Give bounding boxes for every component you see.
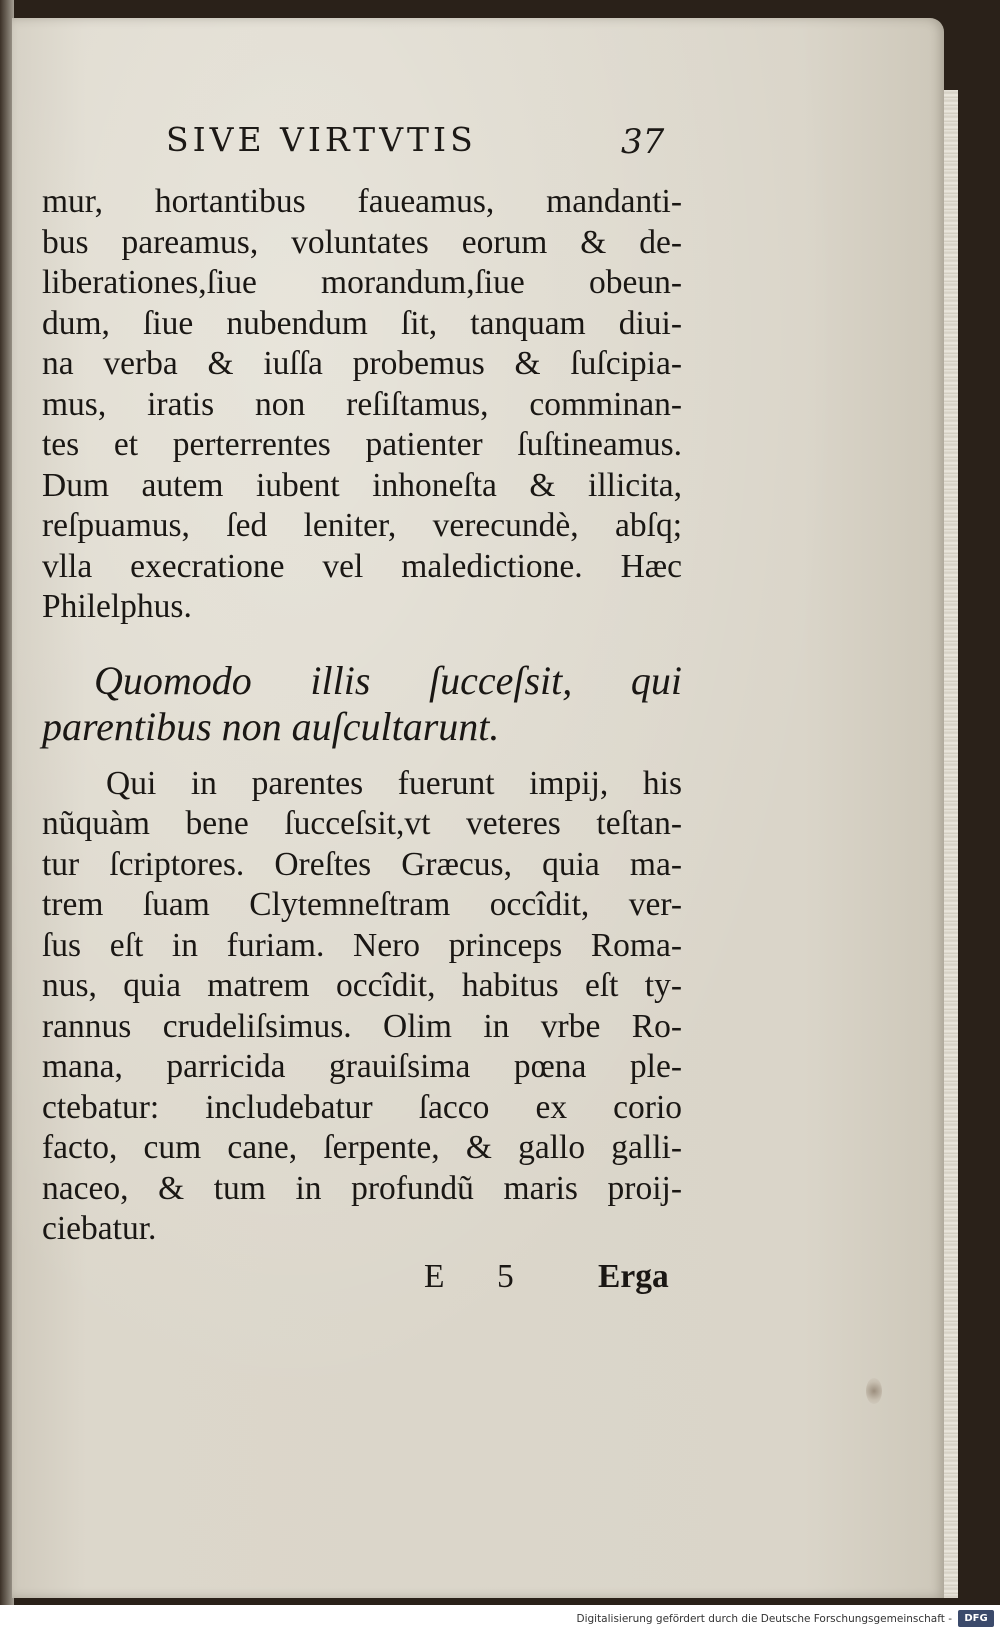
text-line: mana, parricida grauiſsima pœna ple- bbox=[42, 1048, 682, 1085]
text-line: rannus crudeliſsimus. Olim in vrbe Ro- bbox=[42, 1007, 682, 1045]
text-line: tes et perterrentes patienter ſuſtineamus. bbox=[42, 426, 682, 463]
text-line: Dum autem iubent inhoneſta & illicita, bbox=[42, 466, 682, 504]
text-line: Philelphus. bbox=[42, 588, 192, 625]
paragraph-2 bbox=[42, 764, 682, 1250]
text-line: ctebatur: includebatur ſacco ex corio bbox=[42, 1088, 682, 1126]
text-line: ciebatur. bbox=[42, 1210, 157, 1247]
text-line: naceo, & tum in profundũ maris proij- bbox=[42, 1169, 682, 1207]
text-line: vlla execratione vel maledictione. Hæc bbox=[42, 547, 682, 585]
paragraph-1 bbox=[42, 182, 682, 628]
text-line: dum, ſiue nubendum ſit, tanquam diui- bbox=[42, 304, 682, 342]
text-line: ſus eſt in furiam. Nero princeps Roma- bbox=[42, 926, 682, 964]
section-heading bbox=[42, 658, 682, 750]
page-body bbox=[42, 182, 682, 1304]
signature-mark: E bbox=[424, 1257, 445, 1295]
credit-text: Digitalisierung gefördert durch die Deutsche Forschungsgemeinschaft - bbox=[576, 1613, 952, 1625]
running-title: SIVE VIRTVTIS bbox=[166, 120, 477, 159]
text-line: nus, quia matrem occîdit, habitus eſt ty- bbox=[42, 967, 682, 1004]
signature-number: 5 bbox=[497, 1257, 514, 1295]
page-number: 37 bbox=[621, 122, 665, 162]
credit-bar bbox=[0, 1605, 1000, 1632]
text-line: facto, cum cane, ſerpente, & gallo galli- bbox=[42, 1129, 682, 1166]
dfg-logo: DFG bbox=[958, 1610, 994, 1627]
text-line: mur, hortantibus faueamus, mandanti- bbox=[42, 183, 682, 220]
text-line: bus pareamus, voluntates eorum & de- bbox=[42, 223, 682, 261]
heading-line: parentibus non auſcultarunt. bbox=[42, 703, 500, 749]
text-line: na verba & iuſſa probemus & ſuſcipia- bbox=[42, 345, 682, 382]
text-line: mus, iratis non reſiſtamus, comminan- bbox=[42, 385, 682, 423]
text-line: tur ſcriptores. Oreſtes Græcus, quia ma- bbox=[42, 845, 682, 883]
text-line: reſpuamus, ſed leniter, verecundè, abſq; bbox=[42, 507, 682, 544]
page-header bbox=[166, 120, 686, 170]
catchword: Erga bbox=[598, 1257, 669, 1295]
text-line: Qui in parentes fuerunt impij, his bbox=[106, 764, 682, 802]
text-line: liberationes,ſiue morandum,ſiue obeun- bbox=[42, 264, 682, 301]
heading-line: Quomodo illis ſucceſsit, qui bbox=[94, 657, 682, 703]
text-line: nũquàm bene ſucceſsit,vt veteres teſtan- bbox=[42, 805, 682, 842]
paper-stain bbox=[866, 1378, 882, 1404]
text-line: trem ſuam Clytemneſtram occîdit, ver- bbox=[42, 886, 682, 923]
catchline bbox=[42, 1258, 682, 1304]
